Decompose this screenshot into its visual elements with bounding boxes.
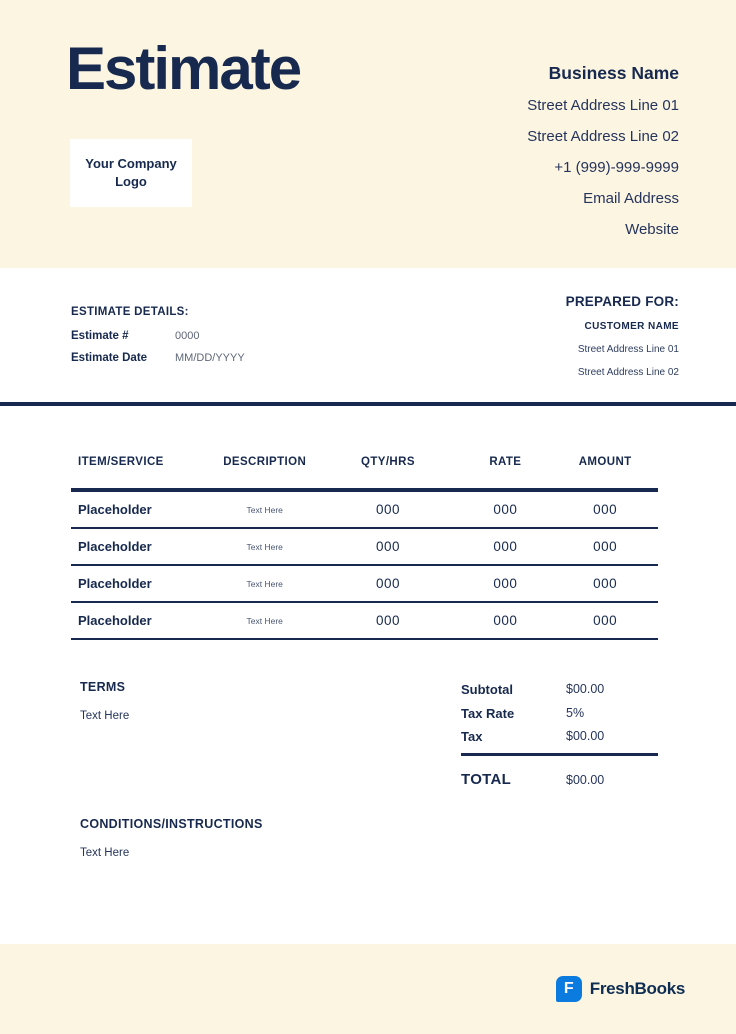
item-description: Text Here [246, 541, 283, 552]
estimate-date-label: Estimate Date [71, 352, 148, 364]
estimate-details [71, 306, 245, 374]
item-qty: 000 [375, 539, 400, 554]
table-header-row [71, 448, 658, 492]
subtotal-row [461, 682, 658, 697]
item-qty: 000 [375, 576, 400, 591]
item-name: Placeholder [78, 613, 152, 628]
company-logo-text: Your Company Logo [85, 155, 177, 189]
table-row [71, 566, 658, 603]
item-amount: 000 [593, 576, 618, 591]
item-name: Placeholder [78, 502, 152, 517]
tax-rate-label: Tax Rate [461, 705, 515, 721]
item-amount: 000 [593, 502, 618, 517]
document-title: Estimate [66, 35, 301, 102]
subtotal-label: Subtotal [461, 682, 513, 697]
estimate-number-label: Estimate # [71, 330, 129, 342]
freshbooks-f-icon [556, 976, 582, 1002]
business-email: Email Address [583, 190, 679, 207]
business-website: Website [625, 221, 679, 238]
table-row [71, 603, 658, 640]
totals-section [461, 682, 658, 788]
customer-address-line-2: Street Address Line 02 [577, 367, 679, 378]
conditions-heading: CONDITIONS/INSTRUCTIONS [80, 817, 263, 831]
item-rate: 000 [493, 576, 518, 591]
item-amount: 000 [593, 539, 618, 554]
customer-name: CUSTOMER NAME [584, 321, 679, 332]
section-divider [0, 402, 736, 406]
item-description: Text Here [246, 578, 283, 589]
conditions-section [80, 817, 263, 859]
item-qty: 000 [375, 613, 400, 628]
header-band [0, 0, 736, 268]
total-value: $00.00 [566, 773, 605, 787]
item-name: Placeholder [78, 539, 152, 554]
item-rate: 000 [493, 613, 518, 628]
table-row [71, 529, 658, 566]
prepared-for [566, 294, 679, 390]
tax-rate-value: 5% [566, 705, 585, 720]
tax-row [461, 729, 658, 744]
column-header-amount: AMOUNT [578, 456, 632, 468]
tax-label: Tax [461, 729, 483, 744]
totals-divider [461, 753, 658, 757]
estimate-number-value: 0000 [175, 330, 200, 342]
column-header-description: DESCRIPTION [223, 456, 307, 468]
estimate-date-value: MM/DD/YYYY [175, 352, 245, 364]
item-rate: 000 [493, 539, 518, 554]
column-header-rate: RATE [489, 456, 522, 468]
estimate-date-row [71, 352, 245, 364]
terms-section [80, 680, 129, 722]
item-name: Placeholder [78, 576, 152, 591]
items-table [71, 448, 658, 640]
item-description: Text Here [246, 504, 283, 515]
item-rate: 000 [493, 502, 518, 517]
company-logo-placeholder [70, 139, 192, 207]
prepared-for-heading: PREPARED FOR: [565, 294, 679, 309]
estimate-details-heading: ESTIMATE DETAILS: [71, 306, 189, 318]
column-header-item-service: ITEM/SERVICE [78, 456, 164, 468]
terms-heading: TERMS [80, 680, 126, 694]
column-header-qty-hrs: QTY/HRS [361, 456, 415, 468]
terms-text: Text Here [80, 710, 130, 722]
item-amount: 000 [593, 613, 618, 628]
business-name: Business Name [548, 63, 679, 83]
business-info [527, 63, 679, 252]
freshbooks-wordmark: FreshBooks [589, 979, 685, 998]
freshbooks-logo [556, 976, 685, 1002]
subtotal-value: $00.00 [566, 682, 605, 696]
total-row [461, 771, 658, 788]
business-address-line-2: Street Address Line 02 [527, 128, 679, 145]
customer-address-line-1: Street Address Line 01 [577, 344, 679, 355]
tax-value: $00.00 [566, 729, 605, 743]
item-qty: 000 [375, 502, 400, 517]
footer-band [0, 944, 736, 1034]
tax-rate-row [461, 706, 658, 721]
business-address-line-1: Street Address Line 01 [527, 97, 679, 114]
business-phone: +1 (999)-999-9999 [554, 159, 679, 176]
item-description: Text Here [246, 615, 283, 626]
estimate-number-row [71, 330, 245, 342]
total-label: TOTAL [461, 771, 512, 788]
conditions-text: Text Here [80, 847, 130, 859]
table-row [71, 492, 658, 529]
freshbooks-f-letter: F [563, 980, 574, 997]
